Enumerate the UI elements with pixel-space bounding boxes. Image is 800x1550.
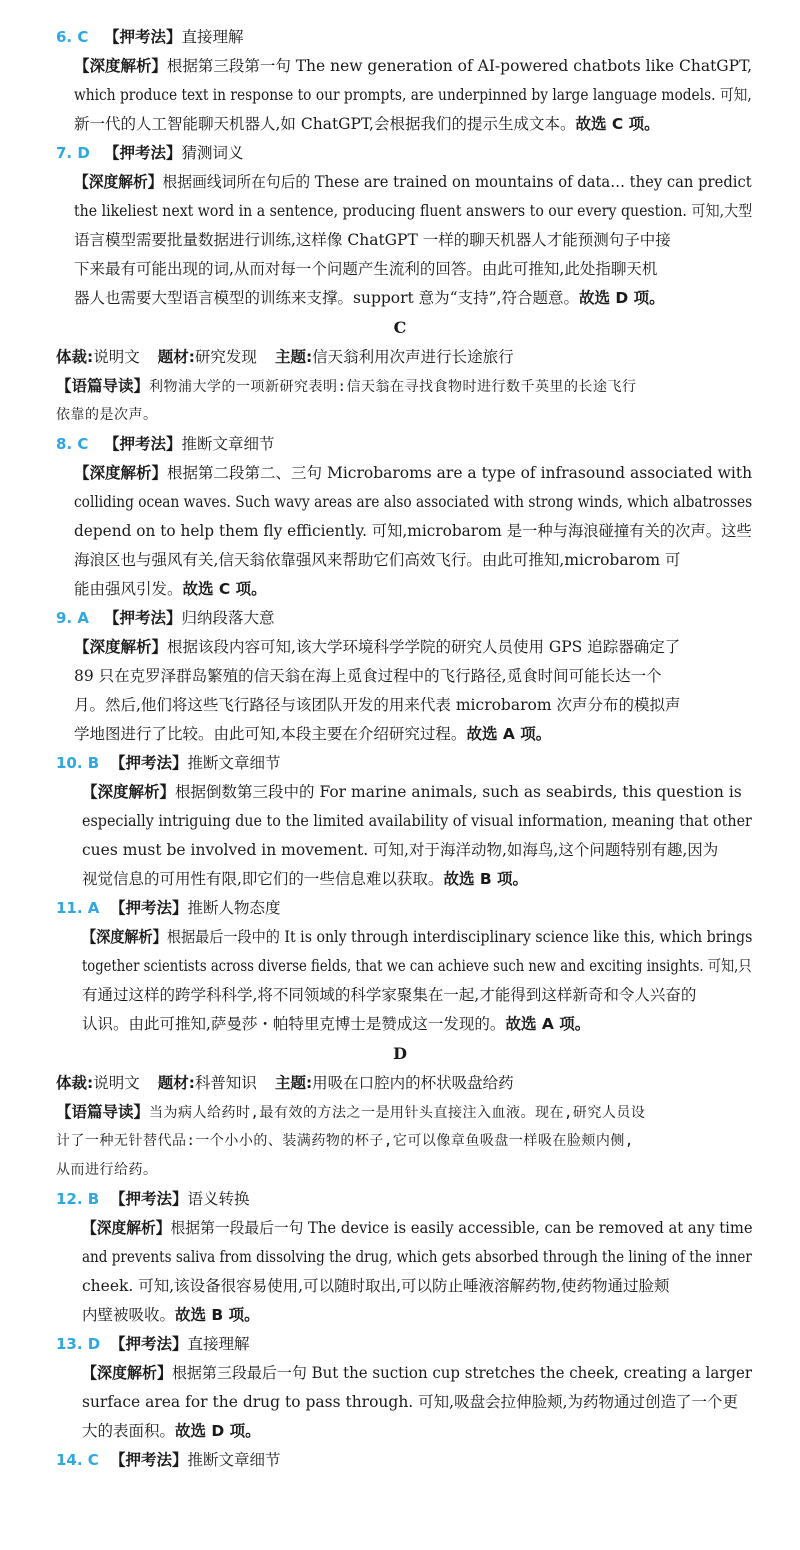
analysis-9-line-1: 【深度解析】根据该段内容可知,该大学环境科学学院的研究人员使用 GPS 追踪器确定了 xyxy=(74,638,681,656)
question-number-11: 11. A xyxy=(56,899,100,917)
question-number-6: 6. C xyxy=(56,28,89,46)
analysis-11-line-4: 认识。由此可推知,萨曼莎・帕特里克博士是赞成这一发现的。故选 A 项。 xyxy=(82,1015,591,1033)
section-c-guide-line-2: 依靠的是次声。 xyxy=(56,407,158,423)
section-d-guide-line-2: 计了一种无针替代品:一个小小的、装满药物的杯子,它可以像章鱼吸盘一样吸在脸颊内侧, xyxy=(56,1133,634,1149)
analysis-12-line-4: 内壁被吸收。故选 B 项。 xyxy=(82,1306,260,1324)
question-number-9: 9. A xyxy=(56,609,89,627)
analysis-8-line-1: 【深度解析】根据第二段第二、三句 Microbaroms are a type of infrasound associated with xyxy=(74,464,753,482)
question-number-13: 13. D xyxy=(56,1335,101,1353)
question-number-7: 7. D xyxy=(56,144,90,162)
analysis-6-line-1: 【深度解析】根据第三段第一句 The new generation of AI-powered chatbots like ChatGPT, xyxy=(74,57,753,75)
method-11: 【押考法】推断人物态度 xyxy=(110,899,281,917)
analysis-9-line-2: 89 只在克罗泽群岛繁殖的信天翁在海上觅食过程中的飞行路径,觅食时间可能长达一个 xyxy=(74,667,662,685)
analysis-9-line-4: 学地图进行了比较。由此可知,本段主要在介绍研究过程。故选 A 项。 xyxy=(74,725,552,743)
section-d-guide-line-1: 【语篇导读】当为病人给药时,最有效的方法之一是用针头直接注入血液。现在,研究人员设 xyxy=(56,1103,646,1121)
question-number-12: 12. B xyxy=(56,1190,100,1208)
section-c-guide-line-1: 【语篇导读】利物浦大学的一项新研究表明:信天翁在寻找食物时进行数千英里的长途飞行 xyxy=(56,377,637,395)
section-d-guide-line-3: 从而进行给药。 xyxy=(56,1162,158,1178)
method-14: 【押考法】推断文章细节 xyxy=(110,1451,281,1469)
analysis-8-line-5: 能由强风引发。故选 C 项。 xyxy=(74,580,267,598)
analysis-8-line-2: colliding ocean waves. Such wavy areas are also associated with strong winds, which albatrosses xyxy=(74,493,753,511)
analysis-12-line-2: and prevents saliva from dissolving the drug, which gets absorbed through the lining of the inner xyxy=(82,1248,752,1266)
analysis-7-line-5: 器人也需要大型语言模型的训练来支撑。support 意为“支持”,符合题意。故选 D 项。 xyxy=(74,289,665,307)
section-letter-d: D xyxy=(393,1044,407,1063)
method-8: 【押考法】推断文章细节 xyxy=(104,435,275,453)
method-6: 【押考法】直接理解 xyxy=(104,28,244,46)
method-7: 【押考法】猜测词义 xyxy=(104,144,244,162)
analysis-10-line-3: cues must be involved in movement. 可知,对于海洋动物,如海鸟,这个问题特别有趣,因为 xyxy=(82,841,719,859)
section-c-meta: 体裁:说明文 题材:研究发现 主题:信天翁利用次声进行长途旅行 xyxy=(56,348,514,366)
method-9: 【押考法】归纳段落大意 xyxy=(104,609,275,627)
analysis-10-line-4: 视觉信息的可用性有限,即它们的一些信息难以获取。故选 B 项。 xyxy=(82,870,529,888)
method-13: 【押考法】直接理解 xyxy=(110,1335,250,1353)
question-number-14: 14. C xyxy=(56,1451,99,1469)
analysis-10-line-2: especially intriguing due to the limited availability of visual information, meaning that other xyxy=(82,812,752,830)
analysis-7-line-1: 【深度解析】根据画线词所在句后的 These are trained on mountains of data… they can predict xyxy=(74,173,752,191)
analysis-7-line-4: 下来最有可能出现的词,从而对每一个问题产生流利的回答。由此可推知,此处指聊天机 xyxy=(74,260,658,278)
analysis-11-line-1: 【深度解析】根据最后一段中的 It is only through interdisciplinary science like this, which brings xyxy=(82,928,753,946)
section-letter-c: C xyxy=(393,318,407,337)
analysis-12-line-3: cheek. 可知,该设备很容易使用,可以随时取出,可以防止唾液溶解药物,使药物通过脸颊 xyxy=(82,1277,670,1295)
analysis-7-line-2: the likeliest next word in a sentence, producing fluent answers to our every question. 可知,大型 xyxy=(74,202,753,220)
analysis-10-line-1: 【深度解析】根据倒数第三段中的 For marine animals, such as seabirds, this question is xyxy=(82,783,742,801)
question-number-10: 10. B xyxy=(56,754,100,772)
analysis-8-line-4: 海浪区也与强风有关,信天翁依靠强风来帮助它们高效飞行。由此可推知,microbarom 可 xyxy=(74,551,681,569)
analysis-11-line-2: together scientists across diverse fields, that we can achieve such new and exciting insights. 可知,只 xyxy=(82,957,752,975)
analysis-8-line-3: depend on to help them fly efficiently. 可知,microbarom 是一种与海浪碰撞有关的次声。这些 xyxy=(74,522,752,540)
analysis-11-line-3: 有通过这样的跨学科科学,将不同领域的科学家聚集在一起,才能得到这样新奇和令人兴奋的 xyxy=(82,986,697,1004)
analysis-13-line-2: surface area for the drug to pass through. 可知,吸盘会拉伸脸颊,为药物通过创造了一个更 xyxy=(82,1393,739,1411)
section-d-meta: 体裁:说明文 题材:科普知识 主题:用吸在口腔内的杯状吸盘给药 xyxy=(56,1074,514,1092)
analysis-9-line-3: 月。然后,他们将这些飞行路径与该团队开发的用来代表 microbarom 次声分布的模拟声 xyxy=(74,696,681,714)
analysis-6-line-3: 新一代的人工智能聊天机器人,如 ChatGPT,会根据我们的提示生成文本。故选 C 项。 xyxy=(74,115,660,133)
analysis-13-line-3: 大的表面积。故选 D 项。 xyxy=(82,1422,261,1440)
analysis-6-line-2: which produce text in response to our prompts, are underpinned by large language models. 可知, xyxy=(74,86,752,104)
analysis-13-line-1: 【深度解析】根据第三段最后一句 But the suction cup stretches the cheek, creating a larger xyxy=(82,1364,753,1382)
question-number-8: 8. C xyxy=(56,435,89,453)
analysis-7-line-3: 语言模型需要批量数据进行训练,这样像 ChatGPT 一样的聊天机器人才能预测句子中接 xyxy=(74,231,671,249)
method-12: 【押考法】语义转换 xyxy=(110,1190,250,1208)
analysis-12-line-1: 【深度解析】根据第一段最后一句 The device is easily accessible, can be removed at any time xyxy=(82,1219,753,1237)
method-10: 【押考法】推断文章细节 xyxy=(110,754,281,772)
